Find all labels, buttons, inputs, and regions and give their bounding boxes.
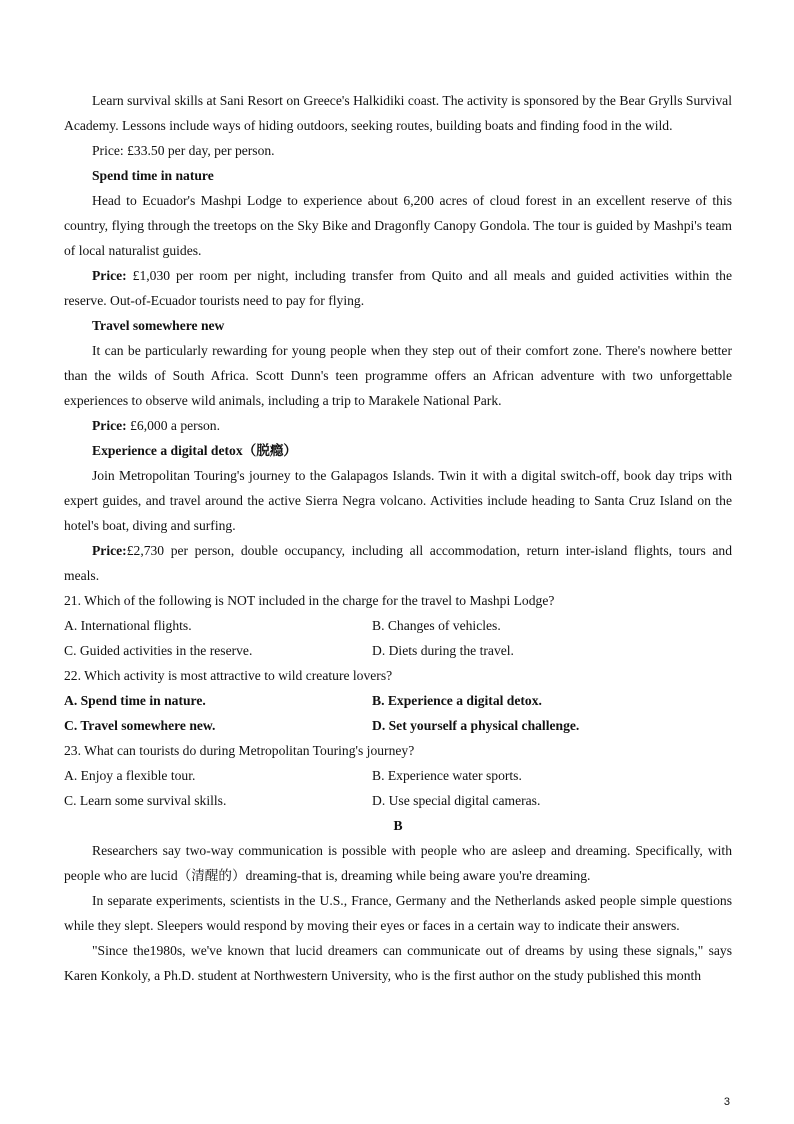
price-text: £6,000 a person. [126,418,220,433]
option-d: D. Set yourself a physical challenge. [372,718,580,733]
section-heading-detox: Experience a digital detox（脱瘾） [92,443,298,458]
question-23-options-row-1 [64,763,732,788]
option-a: A. Enjoy a flexible tour. [64,768,196,783]
section-price-travel [64,413,732,438]
price-text: £2,730 per person, double occupancy, including all accommodation, return inter-island flights, tours and meals. [64,543,732,583]
passage-b-letter: B [393,818,403,833]
question-22-options-row-1 [64,688,732,713]
question-22-options-row-2 [64,713,732,738]
option-c: C. Guided activities in the reserve. [64,643,253,658]
price-label: Price: [92,268,127,283]
price-text: £1,030 per room per night, including transfer from Quito and all meals and guided activities within the reserve. Out-of-Ecuador tourists need to pay for flying. [64,268,732,308]
question-21-stem: 21. Which of the following is NOT included in the charge for the travel to Mashpi Lodge? [64,593,555,608]
question-22-stem: 22. Which activity is most attractive to wild creature lovers? [64,668,393,683]
section-body-nature: Head to Ecuador's Mashpi Lodge to experience about 6,200 acres of cloud forest in an excellent reserve of this country, flying through the treetops on the Sky Bike and Dragonfly Canopy Gondola. The tour is guided by Mashpi's team of local naturalist guides. [64,193,732,258]
page-number: 3 [723,1096,730,1108]
intro-price: Price: £33.50 per day, per person. [92,143,275,158]
option-d: D. Diets during the travel. [372,643,514,658]
passage-b-paragraph: In separate experiments, scientists in the U.S., France, Germany and the Netherlands asked people simple questions while they slept. Sleepers would respond by moving their eyes or faces in a certain way to indicate their answers. [64,893,732,933]
price-label: Price: [92,418,127,433]
exam-page [64,88,732,988]
price-label: Price: [92,543,127,558]
section-heading-nature: Spend time in nature [92,168,214,183]
section-price-nature [64,263,732,313]
section-heading-travel: Travel somewhere new [92,318,225,333]
option-d: D. Use special digital cameras. [372,793,541,808]
section-body-travel: It can be particularly rewarding for young people when they step out of their comfort zone. There's nowhere better than the wilds of South Africa. Scott Dunn's teen programme offers an African adventure with two unforgettable experiences to observe wild animals, including a trip to Marakele National Park. [64,343,732,408]
option-c: C. Travel somewhere new. [64,718,216,733]
question-23-options-row-2 [64,788,732,813]
option-a: A. International flights. [64,618,192,633]
option-c: C. Learn some survival skills. [64,793,227,808]
question-21-options-row-1 [64,613,732,638]
option-a: A. Spend time in nature. [64,693,206,708]
intro-paragraph: Learn survival skills at Sani Resort on Greece's Halkidiki coast. The activity is sponsored by the Bear Grylls Survival Academy. Lessons include ways of hiding outdoors, seeking routes, building boats and finding food in the wild. [64,93,732,133]
question-21-options-row-2 [64,638,732,663]
passage-b-paragraph: "Since the1980s, we've known that lucid dreamers can communicate out of dreams by using these signals," says Karen Konkoly, a Ph.D. student at Northwestern University, who is the first author on the study published this month [64,943,732,983]
option-b: B. Experience water sports. [372,768,522,783]
section-body-detox: Join Metropolitan Touring's journey to the Galapagos Islands. Twin it with a digital switch-off, book day trips with expert guides, and travel around the active Sierra Negra volcano. Activities include heading to Santa Cruz Island on the hotel's boat, diving and surfing. [64,468,732,533]
passage-b-paragraph: Researchers say two-way communication is possible with people who are asleep and dreaming. Specifically, with people who are lucid（清醒的）dreaming-that is, dreaming while being aware you're dreaming. [64,843,732,883]
question-23-stem: 23. What can tourists do during Metropolitan Touring's journey? [64,743,415,758]
option-b: B. Changes of vehicles. [372,618,501,633]
option-b: B. Experience a digital detox. [372,693,542,708]
section-price-detox [64,538,732,588]
